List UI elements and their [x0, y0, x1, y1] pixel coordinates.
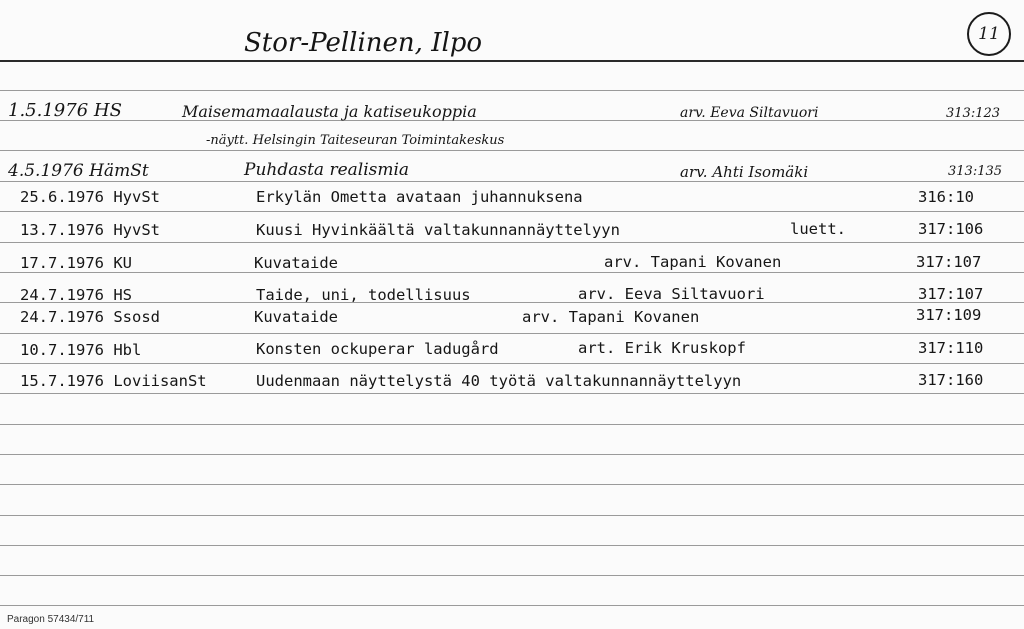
entry-date-source: 10.7.1976 Hbl	[20, 341, 142, 359]
ruled-line	[0, 424, 1024, 425]
entry-ref: 313:135	[948, 164, 1003, 179]
entry-date-source: 15.7.1976 LoviisanSt	[20, 372, 207, 390]
ruled-line	[0, 605, 1024, 606]
card-number: 11	[978, 24, 1000, 44]
entry-date-source: 24.7.1976 Ssosd	[20, 308, 160, 326]
entry-continuation: -näytt. Helsingin Taiteseuran Toimintakeskus	[206, 133, 505, 148]
entry-author: arv. Ahti Isomäki	[680, 163, 809, 181]
ruled-line	[0, 90, 1024, 91]
ruled-line	[0, 333, 1024, 334]
entry-title: Kuusi Hyvinkäältä valtakunnannäyttelyyn	[256, 221, 620, 239]
entry-ref: 317:109	[916, 306, 982, 324]
entry-title: Maisemamaalausta ja katiseukoppia	[182, 102, 477, 121]
entry-date-source: 13.7.1976 HyvSt	[20, 221, 160, 239]
entry-ref: 317:110	[918, 339, 984, 357]
ruled-line	[0, 150, 1024, 151]
ruled-line	[0, 515, 1024, 516]
ruled-line	[0, 181, 1024, 182]
entry-ref: 313:123	[946, 106, 1001, 121]
header-rule	[0, 60, 1024, 62]
ruled-line	[0, 211, 1024, 212]
entry-title: Kuvataide	[254, 308, 338, 326]
ruled-line	[0, 242, 1024, 243]
ruled-line	[0, 484, 1024, 485]
entry-author: luett.	[790, 220, 846, 238]
entry-author: art. Erik Kruskopf	[578, 339, 746, 357]
entry-ref: 317:106	[918, 220, 984, 238]
entry-date-source: 25.6.1976 HyvSt	[20, 188, 160, 206]
ruled-line	[0, 575, 1024, 576]
ruled-line	[0, 545, 1024, 546]
entry-title: Kuvataide	[254, 254, 338, 272]
card-footer: Paragon 57434/711	[7, 614, 95, 625]
entry-author: arv. Tapani Kovanen	[522, 308, 700, 326]
entry-date-source: 24.7.1976 HS	[20, 286, 132, 304]
entry-title: Erkylän Ometta avataan juhannuksena	[256, 188, 583, 206]
entry-author: arv. Eeva Siltavuori	[680, 105, 819, 121]
entry-title: Puhdasta realismia	[244, 160, 410, 180]
entry-date-source: 1.5.1976 HS	[8, 100, 122, 121]
entry-ref: 317:107	[916, 253, 982, 271]
ruled-line	[0, 454, 1024, 455]
entry-ref: 316:10	[918, 188, 974, 206]
entry-title: Taide, uni, todellisuus	[256, 286, 471, 304]
entry-author: arv. Eeva Siltavuori	[578, 285, 765, 303]
ruled-line	[0, 120, 1024, 121]
entry-title: Uudenmaan näyttelystä 40 työtä valtakunnannäyttelyyn	[256, 372, 742, 390]
entry-date-source: 4.5.1976 HämSt	[8, 161, 149, 181]
entry-title: Konsten ockuperar ladugård	[256, 340, 499, 358]
ruled-line	[0, 272, 1024, 273]
entry-ref: 317:160	[918, 371, 984, 389]
ruled-line	[0, 363, 1024, 364]
entry-ref: 317:107	[918, 285, 984, 303]
card-number-badge	[967, 12, 1011, 56]
card-name: Stor-Pellinen, Ilpo	[244, 28, 483, 58]
ruled-line	[0, 302, 1024, 303]
entry-date-source: 17.7.1976 KU	[20, 254, 132, 272]
entry-author: arv. Tapani Kovanen	[604, 253, 782, 271]
ruled-line	[0, 393, 1024, 394]
